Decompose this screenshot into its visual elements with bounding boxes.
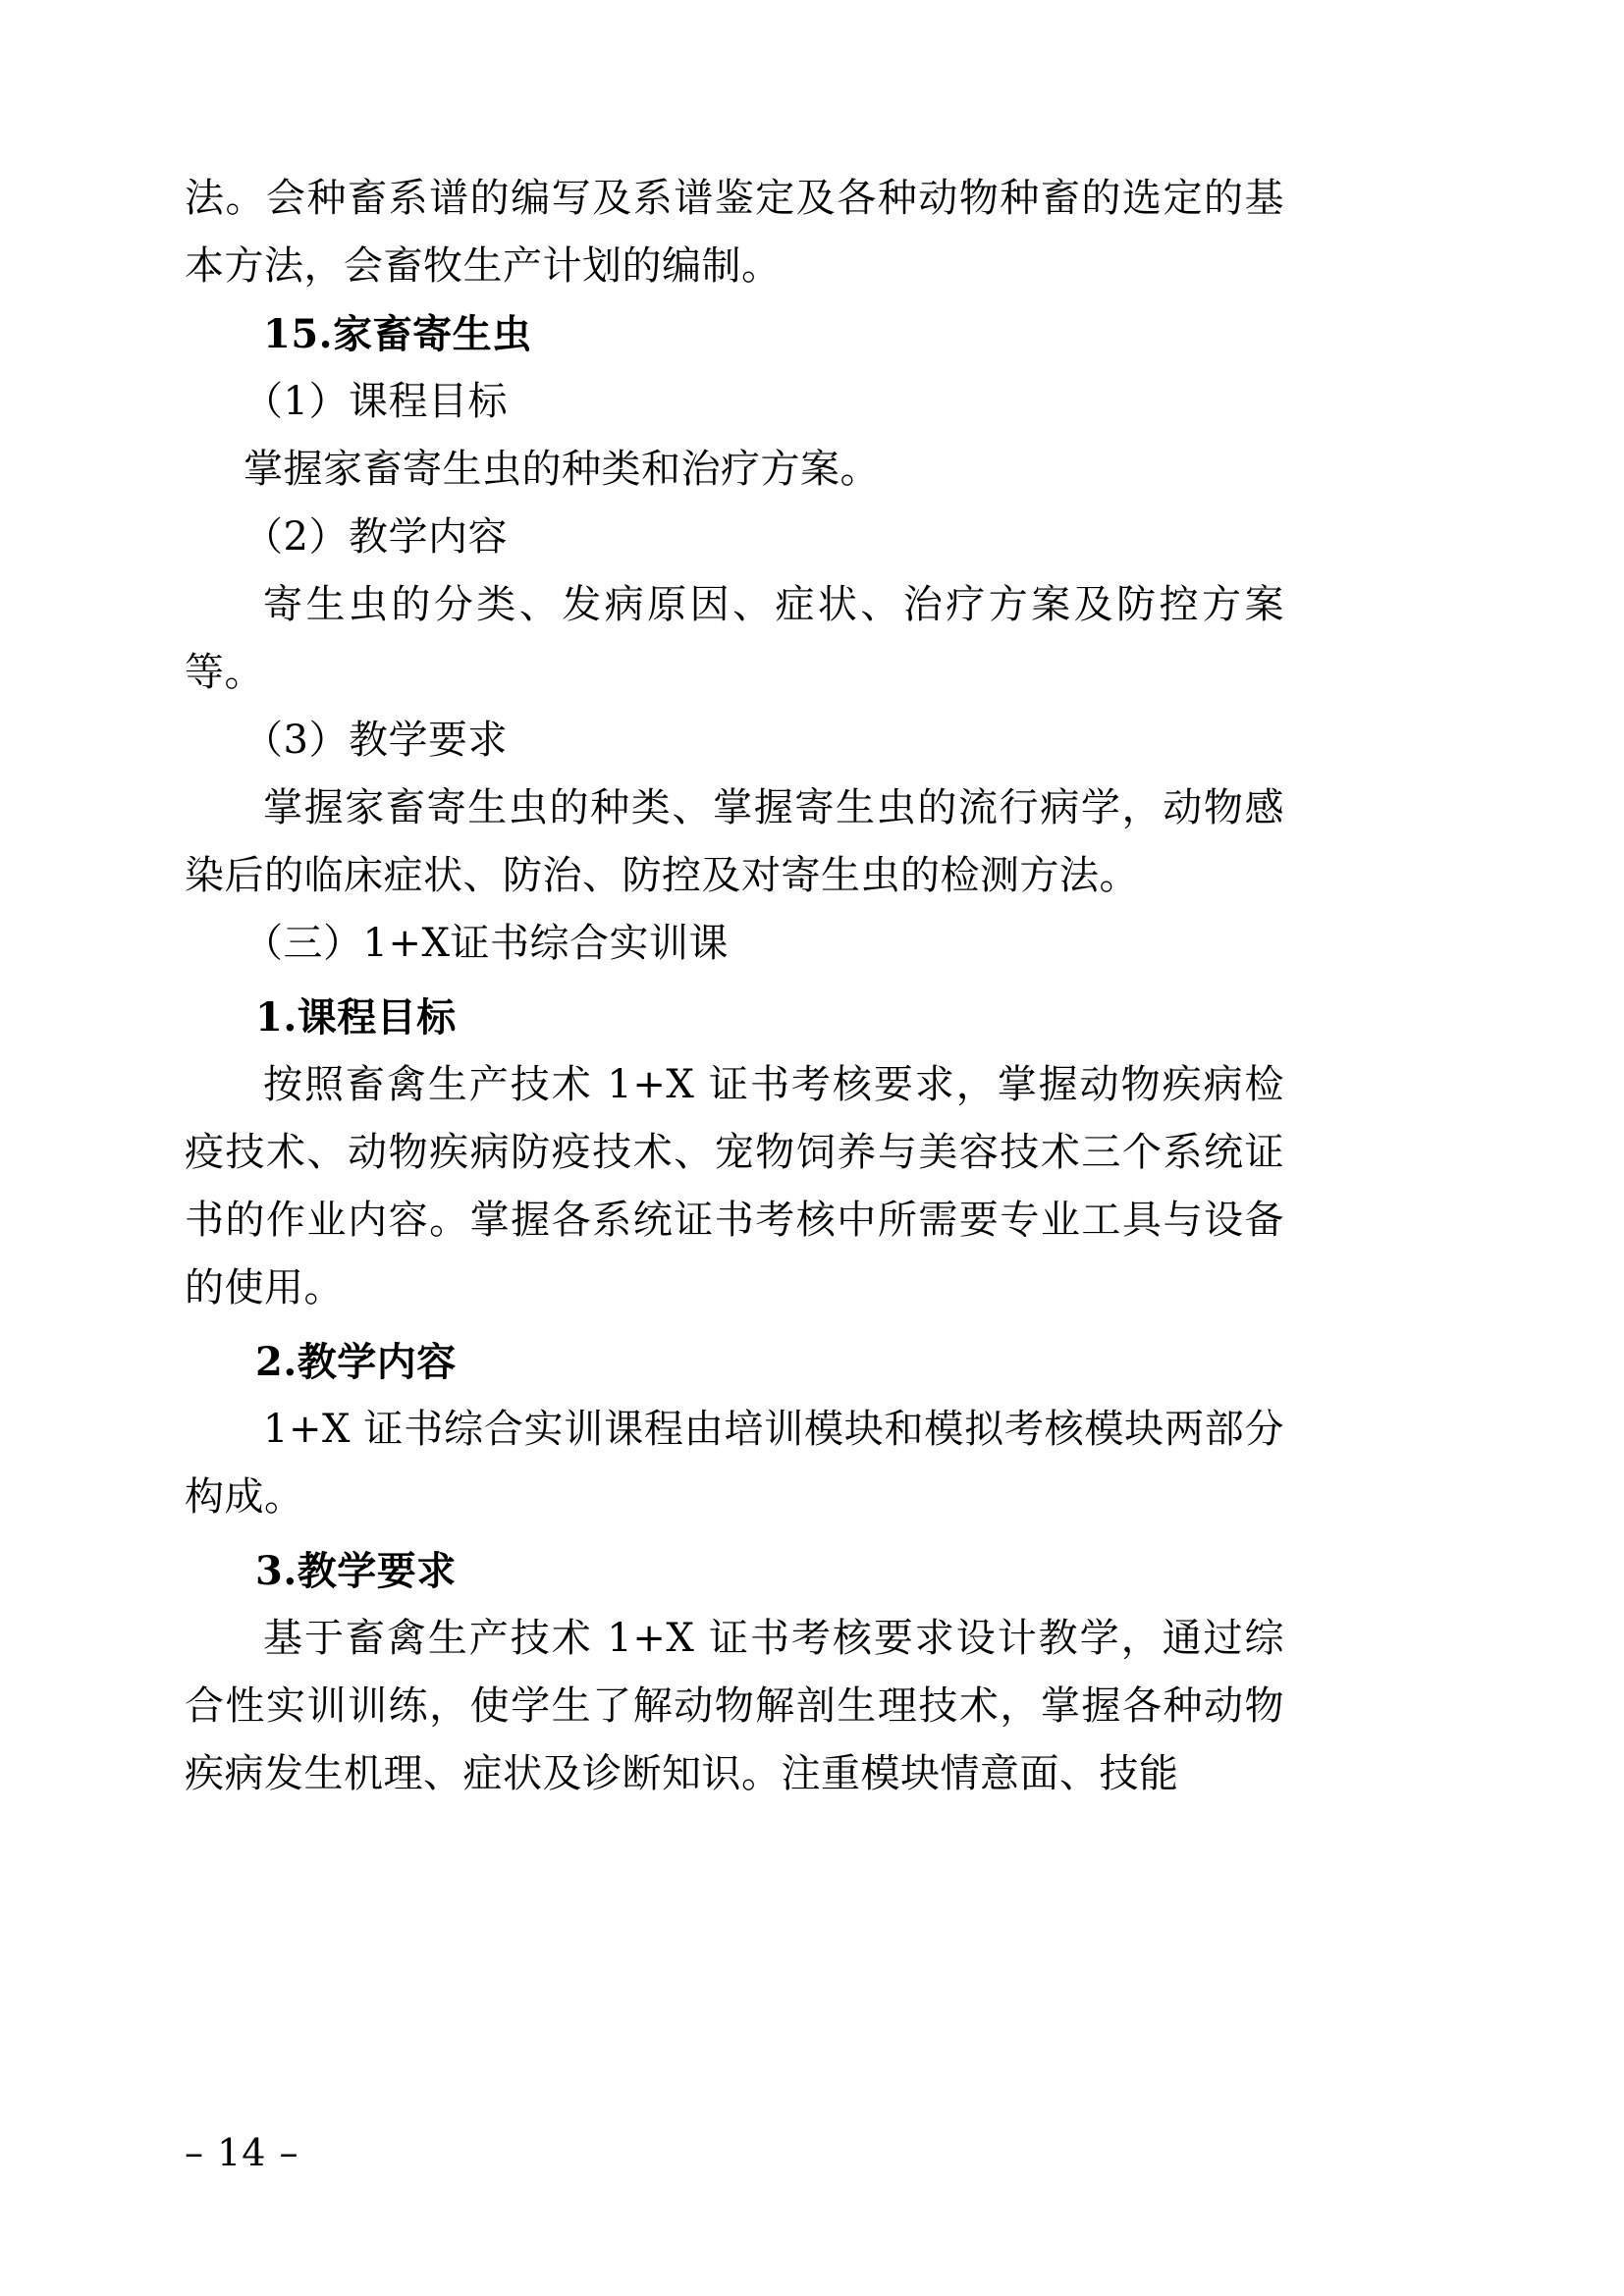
paragraph-teaching-requirement-label: （3）教学要求 <box>244 718 508 763</box>
paragraph-teaching-requirement-text: 掌握家畜寄生虫的种类、掌握寄生虫的流行病学，动物感染后的临床症状、防治、防控及对寄生虫的检测方法。 <box>185 785 1284 898</box>
heading-3-teaching-requirement: 3.教学要求 <box>255 1548 457 1594</box>
paragraph-teaching-content-label: （2）教学内容 <box>244 514 508 560</box>
paragraph-1-course-objective-text: 按照畜禽生产技术 1+X 证书考核要求，掌握动物疾病检疫技术、动物疾病防疫技术、宠物饲养与美容技术三个系统证书的作业内容。掌握各系统证书考核中所需要专业工具与设备的使用。 <box>185 1062 1284 1310</box>
heading-15-livestock-parasites: 15.家畜寄生虫 <box>263 311 532 357</box>
paragraph-3-teaching-requirement-text: 基于畜禽生产技术 1+X 证书考核要求设计教学，通过综合性实训训练，使学生了解动物解剖生理技术，掌握各种动物疾病发生机理、症状及诊断知识。注重模块情意面、技能 <box>185 1616 1284 1796</box>
paragraph-course-objective-text: 掌握家畜寄生虫的种类和治疗方案。 <box>244 447 880 492</box>
page-body <box>185 165 1284 1808</box>
paragraph-2-teaching-content-text: 1+X 证书综合实训课程由培训模块和模拟考核模块两部分构成。 <box>185 1407 1284 1520</box>
paragraph-teaching-content-text: 寄生虫的分类、发病原因、症状、治疗方案及防控方案等。 <box>185 582 1284 695</box>
heading-2-teaching-content: 2.教学内容 <box>255 1339 457 1385</box>
heading-1-course-objective: 1.课程目标 <box>255 994 457 1041</box>
paragraph-continuation: 法。会种畜系谱的编写及系谱鉴定及各种动物种畜的选定的基本方法，会畜牧生产计划的编制。 <box>185 176 1284 289</box>
page-number: – 14 – <box>185 2131 299 2174</box>
paragraph-course-objective-label: （1）课程目标 <box>244 379 508 424</box>
paragraph-section-three-title: （三）1+X证书综合实训课 <box>244 921 729 966</box>
